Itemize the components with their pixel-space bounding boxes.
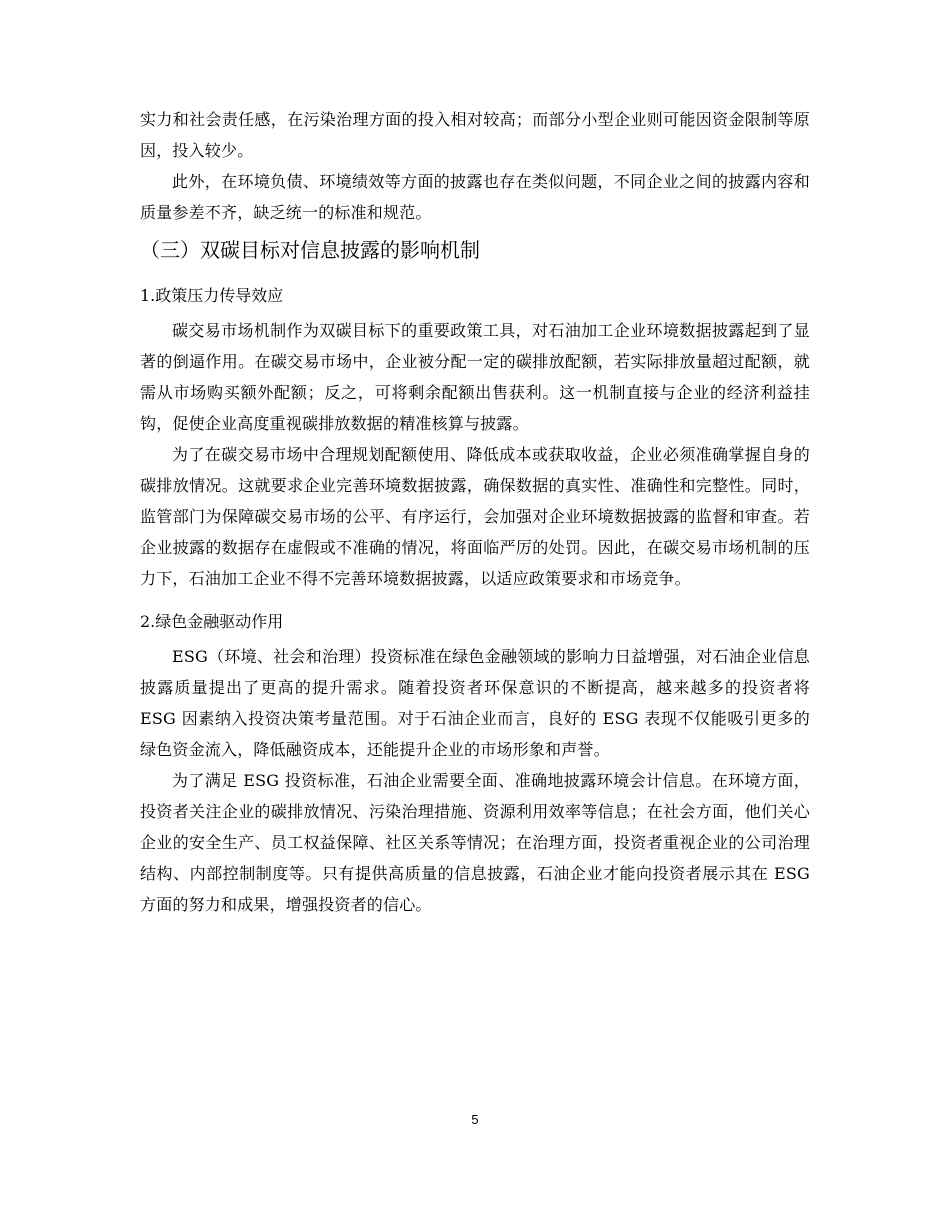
paragraph: 为了在碳交易市场中合理规划配额使用、降低成本或获取收益，企业必须准确掌握自身的碳排放情况。这就要求企业完善环境数据披露，确保数据的真实性、准确性和完整性。同时，监管部门为保障碳交易市场的公平、有序运行，会加强对企业环境数据披露的监督和审查。若企业披露的数据存在虚假或不准确的情况，将面临严厉的处罚。因此，在碳交易市场机制的压力下，石油加工企业不得不完善环境数据披露，以适应政策要求和市场竞争。 bbox=[140, 445, 810, 588]
paragraph: 碳交易市场机制作为双碳目标下的重要政策工具，对石油加工企业环境数据披露起到了显著的倒逼作用。在碳交易市场中，企业被分配一定的碳排放配额，若实际排放量超过配额，就需从市场购买额外配额；反之，可将剩余配额出售获利。这一机制直接与企业的经济利益挂钩，促使企业高度重视碳排放数据的精准核算与披露。 bbox=[140, 321, 810, 433]
subsection-title: 1.政策压力传导效应 bbox=[140, 286, 284, 305]
paragraph: 为了满足 ESG 投资标准，石油企业需要全面、准确地披露环境会计信息。在环境方面，投资者关注企业的碳排放情况、污染治理措施、资源利用效率等信息；在社会方面，他们关心企业的安全生产、员工权益保障、社区关系等情况；在治理方面，投资者重视企业的公司治理结构、内部控制制度等。只有提供高质量的信息披露，石油企业才能向投资者展示其在 ESG 方面的努力和成果，增强投资者的信心。 bbox=[140, 771, 810, 914]
paragraph-continued: 实力和社会责任感，在污染治理方面的投入相对较高；而部分小型企业则可能因资金限制等原因，投入较少。 bbox=[140, 110, 810, 160]
paragraph: ESG（环境、社会和治理）投资标准在绿色金融领域的影响力日益增强，对石油企业信息披露质量提出了更高的提升需求。随着投资者环保意识的不断提高，越来越多的投资者将 ESG 因素纳入投资决策考量范围。对于石油企业而言，良好的 ESG 表现不仅能吸引更多的绿色资金流入，降低融资成本，还能提升企业的市场形象和声誉。 bbox=[140, 647, 810, 759]
subsection-title: 2.绿色金融驱动作用 bbox=[140, 612, 284, 631]
paragraph: 此外，在环境负债、环境绩效等方面的披露也存在类似问题，不同企业之间的披露内容和质量参差不齐，缺乏统一的标准和规范。 bbox=[140, 172, 810, 222]
section-heading: （三）双碳目标对信息披露的影响机制 bbox=[140, 238, 480, 262]
page-number: 5 bbox=[471, 1112, 479, 1127]
page-content bbox=[140, 104, 810, 920]
